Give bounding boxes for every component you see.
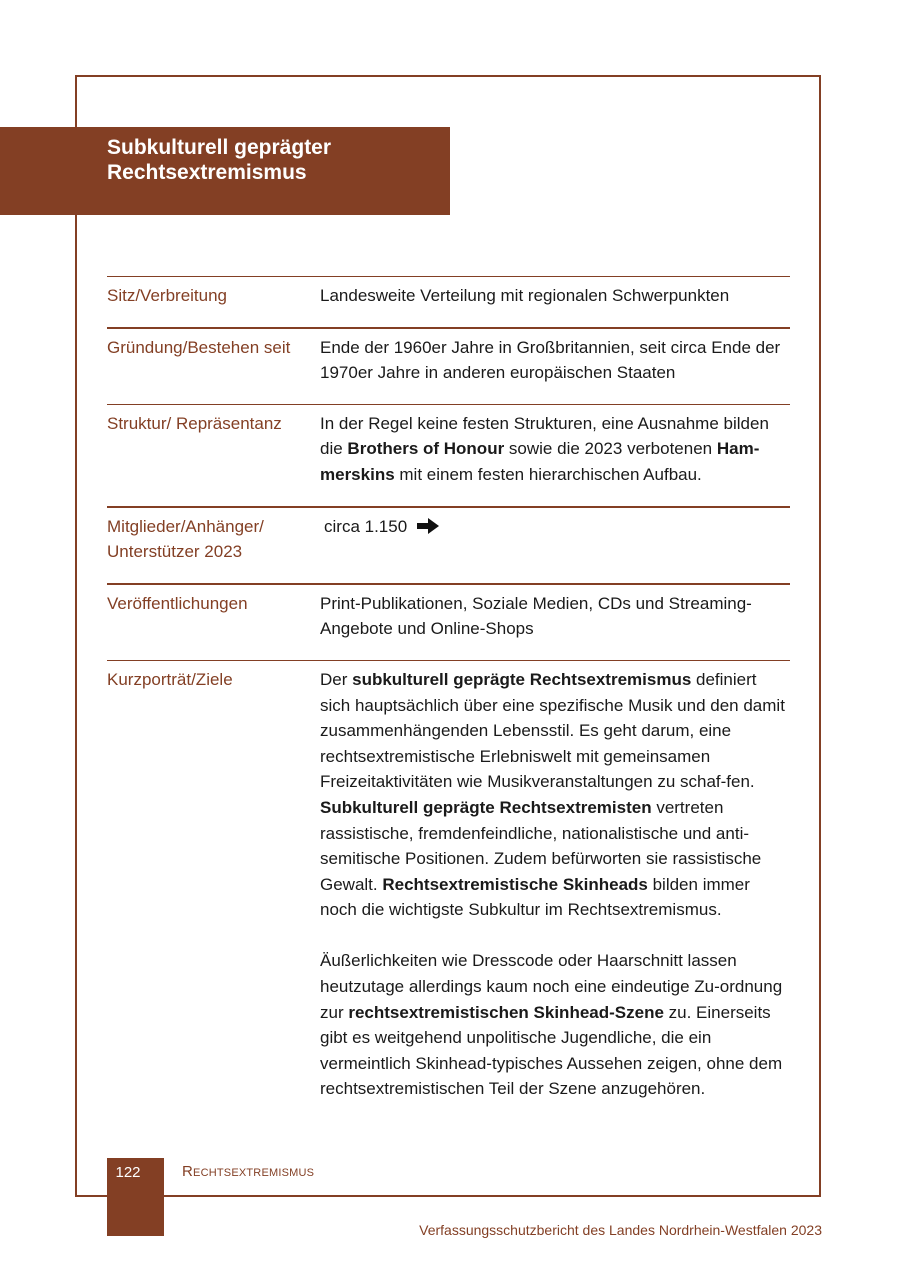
row-label: Mitglieder/Anhänger/ Unterstützer 2023 <box>107 516 264 562</box>
table-row <box>107 506 790 583</box>
row-value <box>320 667 790 1102</box>
row-label: Struktur/ Repräsentanz <box>107 413 282 433</box>
page-number-box <box>107 1158 164 1236</box>
row-label: Sitz/Verbreitung <box>107 286 228 305</box>
row-value: Print-Publikationen, Soziale Medien, CDs und Streaming-Angebote und Online-Shops <box>320 593 752 639</box>
bold-term: rechtsextremistischen Skinhead-Szene <box>348 1002 664 1022</box>
row-label: Veröffentlichungen <box>107 593 248 613</box>
section-title-line2: Rechtsextremismus <box>107 161 307 184</box>
profile-table <box>107 276 790 1120</box>
table-row <box>107 404 790 506</box>
section-title-line1: Subkulturell geprägter <box>107 136 332 159</box>
section-title-box <box>0 127 450 215</box>
row-value: In der Regel keine festen Strukturen, eine Ausnahme bilden die Brothers of Honour sowie die 2023 verbotenen Ham-merskins mit einem festen hierarchischen Aufbau. <box>320 413 769 484</box>
row-label: Kurzporträt/Ziele <box>107 669 233 689</box>
paragraph: Äußerlichkeiten wie Dresscode oder Haarschnitt lassen heutzutage allerdings kaum noch eine eindeutige Zu-ordnung zur rechtsextremistischen Skinhead-Szene zu. Einerseits gibt es weitgehend unpolitische Jugendliche, die ein vermeintlich Skinhead-typisches Aussehen zeigen, ohne dem rechtsextremistischen Teil der Szene anzugehören. <box>320 951 783 1099</box>
member-count: circa 1.150 <box>324 516 408 536</box>
paragraph: Der subkulturell geprägte Rechtsextremismus definiert sich hauptsächlich über eine spezifische Musik und den damit zusammenhängenden Lebensstil. Es geht darum, eine rechtsextremistische Erlebniswelt mit gemeinsamen Freizeitaktivitäten wie Musikveranstaltungen zu schaf-fen. Subkulturell geprägte Rechtsextremisten vertreten rassistische, fremdenfeindliche, nationalistische und anti-semitische Positionen. Zudem befürworten sie rassistische Gewalt. Rechtsextremistische Skinheads bilden immer noch die wichtigste Subkultur im Rechtsextremismus. <box>320 669 785 920</box>
table-row <box>107 583 790 660</box>
table-row <box>107 660 790 1120</box>
bold-term: subkulturell geprägte Rechtsextremismus <box>352 669 692 689</box>
row-value <box>320 514 790 565</box>
running-section-title: Rechtsextremismus <box>182 1163 315 1180</box>
bold-term: Rechtsextremistische Skinheads <box>382 874 648 894</box>
table-row <box>107 276 790 327</box>
bold-term: Subkulturell geprägte Rechtsextremisten <box>320 797 652 817</box>
row-value: Landesweite Verteilung mit regionalen Schwerpunkten <box>320 286 730 305</box>
arrow-right-icon <box>416 517 440 543</box>
bold-term: Ham-merskins <box>320 439 760 484</box>
footer-text: Verfassungsschutzbericht des Landes Nordrhein-Westfalen 2023 <box>419 1222 822 1238</box>
row-label: Gründung/Bestehen seit <box>107 337 291 357</box>
bold-term: Brothers of Honour <box>347 439 505 459</box>
row-value: Ende der 1960er Jahre in Großbritannien, seit circa Ende der 1970er Jahre in anderen europäischen Staaten <box>320 337 781 383</box>
page-number: 122 <box>115 1164 141 1181</box>
table-row <box>107 327 790 404</box>
